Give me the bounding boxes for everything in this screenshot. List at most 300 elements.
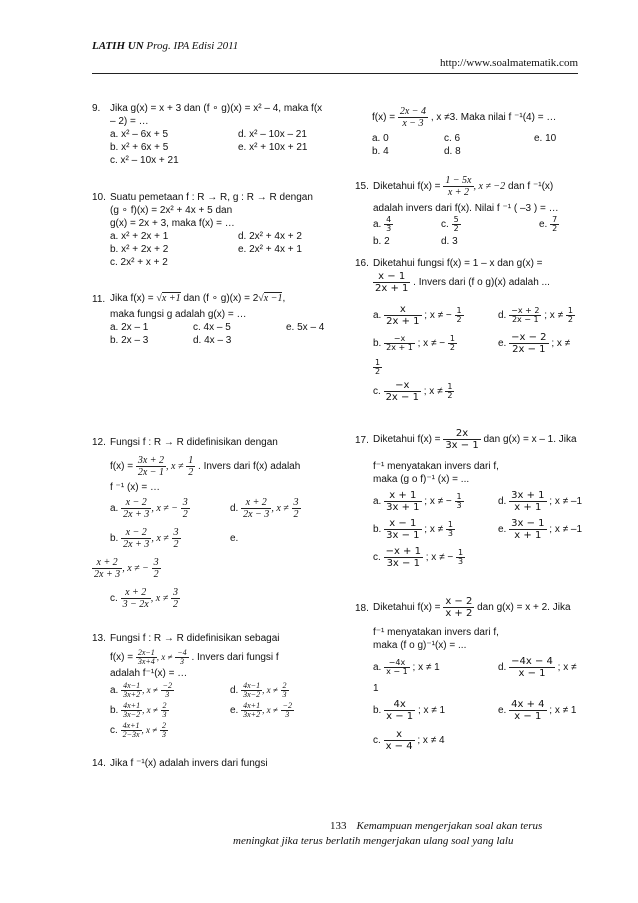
question-text: adalah f⁻¹(x) = … [110, 668, 188, 679]
numerator: 2x−1 [137, 647, 155, 657]
numerator: x − 1 [373, 271, 410, 283]
condition: , x ≠ [156, 652, 173, 662]
denominator: 3 − 2x [122, 598, 149, 610]
denominator: x − 4 [385, 740, 413, 752]
numerator: x [384, 304, 421, 316]
option-label: c. [373, 386, 381, 397]
numerator: 4x + 4 [511, 698, 545, 710]
option-b [373, 516, 455, 544]
option-label: b. [373, 338, 382, 349]
denominator: 2 [375, 366, 381, 376]
question-text: dan g(x) = x – 1. Jika [483, 434, 577, 445]
numerator: 2 [282, 680, 287, 690]
condition: ; x ≠ [551, 338, 571, 349]
question-18 [355, 594, 595, 764]
condition: , x ≠ [151, 533, 169, 544]
condition: , x ≠ [141, 725, 158, 735]
denominator: 2 [188, 466, 194, 478]
denominator: 2 [293, 508, 299, 520]
denominator: 3 [386, 223, 392, 233]
denominator: 2x + 3 [123, 538, 150, 550]
option-label: e. [230, 705, 239, 716]
condition: , x ≠ −2 [473, 181, 506, 192]
option-e [92, 554, 161, 584]
numerator: 4x−1 [243, 680, 261, 690]
question-text: , x ≠3. Maka nilai f ⁻¹(4) = … [430, 112, 557, 123]
fraction [241, 702, 262, 719]
numerator: x − 2 [121, 497, 151, 509]
numerator: 3x + 2 [137, 454, 165, 466]
fraction [121, 722, 142, 739]
option-e [539, 215, 559, 235]
condition: ; x ≠ − [417, 338, 446, 349]
option-label: a. [110, 503, 119, 514]
fraction [384, 304, 421, 327]
denominator: 2 [447, 390, 453, 400]
fraction [121, 527, 151, 550]
option-e: e. 10 [534, 133, 557, 144]
denominator: 2 [552, 223, 558, 233]
condition: ; x ≠ 4 [417, 735, 445, 746]
question-14-continued [368, 104, 598, 164]
option-label: c. [441, 219, 449, 230]
option-label: a. [373, 219, 382, 230]
option-a: a. x² – 6x + 5 [110, 129, 169, 140]
numerator: 3 [173, 526, 179, 538]
option-label: b. [373, 705, 382, 716]
option-a [110, 494, 190, 524]
denominator: x − 1 [514, 710, 542, 722]
denominator: x − 1 [518, 667, 546, 679]
question-text: adalah invers dari f(x). Nilai f ⁻¹ ( –3 ) = … [373, 203, 559, 214]
condition: , x ≠ [271, 503, 289, 514]
denominator: 2−3x [122, 729, 140, 739]
page-number: 133 [330, 820, 347, 832]
option-label: c. [373, 552, 381, 563]
fraction [509, 307, 541, 324]
numerator: 1 [447, 519, 453, 529]
question-text: Diketahui f(x) = [373, 602, 441, 613]
numerator: x − 2 [121, 527, 151, 539]
question-number: 15. [355, 181, 369, 192]
numerator: 2x [443, 428, 480, 440]
question-number: 17. [355, 435, 369, 446]
numerator: 1 [456, 491, 462, 501]
question-text: . Invers dari (f o g)(x) adalah ... [413, 277, 550, 288]
denominator: 3 [285, 709, 290, 719]
question-text: dan f ⁻¹(x) [507, 181, 554, 192]
numerator: 1 [447, 381, 453, 391]
footer-motto-1: Kemampuan mengerjakan soal akan terus [356, 820, 543, 832]
numerator: x + 1 [384, 490, 421, 502]
fraction [373, 271, 410, 294]
option-c: c. x² – 10x + 21 [110, 155, 179, 166]
fraction [152, 557, 161, 580]
fraction [171, 587, 180, 610]
fraction [161, 702, 169, 719]
condition: , x ≠ [166, 461, 184, 472]
fraction [121, 587, 151, 610]
option-d: d. x² – 10x – 21 [238, 129, 307, 140]
numerator: 3 [182, 496, 188, 508]
question-number: 11. [92, 294, 106, 305]
numerator: x − 1 [384, 518, 421, 530]
denominator: 3x+4 [137, 656, 155, 666]
fraction [384, 216, 393, 233]
fraction [281, 702, 294, 719]
denominator: 2 [453, 223, 459, 233]
denominator: 2x − 1 [137, 466, 165, 478]
condition: ; x ≠ [424, 524, 444, 535]
option-a [110, 680, 174, 701]
header-url: http://www.soalmatematik.com [440, 57, 578, 69]
fraction [136, 455, 166, 478]
denominator: 3 [162, 709, 167, 719]
fraction [446, 521, 455, 538]
condition: ; x ≠ − [425, 552, 454, 563]
fraction [384, 335, 415, 352]
fraction [509, 518, 546, 541]
fraction [384, 518, 421, 541]
option-d: d. 2x² + 4x + 2 [238, 231, 302, 242]
option-b [373, 330, 457, 358]
numerator: −x [384, 380, 421, 392]
option-label: d. [498, 662, 507, 673]
numerator: 2 [161, 720, 166, 730]
option-d [230, 494, 301, 524]
question-text: maka fungsi g adalah g(x) = … [110, 309, 247, 320]
option-e: e. 2x² + 4x + 1 [238, 244, 302, 255]
fraction [443, 596, 474, 619]
option-c [373, 378, 454, 406]
denominator: 3 [456, 500, 462, 510]
sqrt-expression: √x −1 [258, 293, 283, 304]
question-number: 12. [92, 437, 106, 448]
denominator: x − 1 [386, 666, 408, 676]
numerator: 1 [457, 547, 464, 557]
question-text: (g ∘ f)(x) = 2x² + 4x + 5 dan [110, 205, 233, 216]
fraction [456, 549, 465, 566]
condition: , x ≠ − [151, 503, 178, 514]
question-text: Fungsi f : R → R didefinisikan sebagai [110, 633, 280, 644]
denominator: 3x − 1 [445, 439, 479, 451]
option-e-wrap [373, 358, 382, 378]
header-title-rest: Prog. IPA Edisi 2011 [146, 40, 239, 52]
fraction [384, 659, 410, 676]
question-number: 10. [92, 192, 106, 203]
condition: , x ≠ [142, 705, 158, 715]
option-a [373, 302, 464, 330]
fraction [373, 359, 382, 376]
option-e: e. x² + 10x + 21 [238, 142, 308, 153]
condition: , x ≠ [142, 685, 158, 695]
numerator: 3 [293, 496, 299, 508]
numerator: 3 [172, 586, 178, 598]
fraction [509, 332, 548, 355]
question-text: f⁻¹ menyatakan invers dari f, [373, 627, 499, 638]
option-label: c. [110, 725, 118, 736]
header-divider [92, 73, 578, 74]
question-number: 16. [355, 258, 369, 269]
option-c [441, 215, 461, 235]
numerator: x [384, 729, 415, 741]
question-text: Diketahui f(x) = [373, 434, 441, 445]
fraction [509, 490, 546, 513]
condition: ; x ≠ [423, 386, 443, 397]
option-b: b. 4 [372, 146, 389, 157]
numerator: −x + 1 [385, 545, 421, 557]
option-e: e. 5x – 4 [286, 322, 325, 333]
denominator: 3x + 1 [386, 501, 420, 513]
question-17 [355, 426, 595, 586]
condition: , x ≠ − [122, 563, 149, 574]
option-a [373, 215, 393, 235]
question-text: , [282, 293, 286, 304]
numerator: 1 [449, 333, 455, 343]
denominator: x + 2 [447, 186, 469, 198]
fraction [384, 729, 415, 752]
option-d [498, 654, 577, 682]
option-e [230, 700, 294, 721]
numerator: −x [384, 335, 415, 344]
option-d [230, 680, 289, 701]
option-a [373, 488, 464, 516]
numerator: 1 [375, 357, 381, 367]
denominator: 2x + 1 [386, 342, 413, 352]
fraction [161, 682, 174, 699]
denominator: x − 3 [402, 117, 424, 129]
option-label: d. [498, 496, 507, 507]
fraction [455, 493, 464, 510]
question-12 [92, 436, 342, 616]
condition: ; x ≠ [557, 662, 577, 673]
condition: ; x ≠ –1 [549, 524, 583, 535]
numerator: 4x+1 [123, 700, 141, 710]
fraction [175, 649, 188, 666]
option-label: a. [373, 310, 382, 321]
option-label: a. [373, 496, 382, 507]
option-label: b. [110, 705, 119, 716]
header-title-bold: LATIH UN [92, 40, 144, 52]
question-16 [355, 257, 595, 417]
numerator: x + 2 [241, 497, 271, 509]
denominator: x + 1 [514, 501, 542, 513]
question-10 [92, 191, 342, 283]
option-c [110, 720, 168, 741]
numerator: −x − 2 [511, 331, 547, 343]
denominator: 3x−2 [243, 689, 261, 699]
fraction [172, 527, 181, 550]
fraction [121, 497, 151, 520]
option-label: e. [498, 524, 507, 535]
condition: , x ≠ [150, 593, 169, 604]
denominator: 2x + 3 [123, 508, 150, 520]
denominator: 3 [447, 528, 453, 538]
numerator: −2 [162, 680, 172, 690]
footer-motto-2: meningkat jika terus berlatih mengerjakan ulang soal yang lalu [233, 835, 514, 847]
option-c [373, 544, 465, 572]
question-13 [92, 632, 342, 747]
question-text: Jika f ⁻¹(x) adalah invers dari fungsi [110, 758, 268, 769]
numerator: 4x−1 [123, 680, 141, 690]
question-text: f⁻¹ menyatakan invers dari f, [373, 461, 499, 472]
numerator: 3x − 1 [511, 517, 545, 529]
numerator: 3x + 1 [511, 489, 545, 501]
fraction [281, 682, 289, 699]
header-title [92, 40, 238, 52]
option-label: a. [110, 685, 119, 696]
denominator: 2x − 1 [385, 391, 419, 403]
condition: ; x ≠ 1 [417, 705, 446, 716]
numerator: 4 [386, 214, 392, 224]
question-text: Suatu pemetaan f : R → R, g : R → R dengan [110, 192, 313, 203]
numerator: 5 [453, 214, 459, 224]
numerator: 3 [153, 556, 159, 568]
fraction [550, 216, 559, 233]
question-text: . Invers dari fungsi f [191, 652, 279, 663]
question-text: Jika f(x) = [110, 293, 154, 304]
option-d: d. 3 [441, 236, 458, 247]
option-label: b. [373, 524, 382, 535]
option-b: b. x² + 6x + 5 [110, 142, 169, 153]
option-b [373, 697, 445, 725]
fraction [160, 722, 168, 739]
condition: ; x ≠ 1 [549, 705, 577, 716]
sqrt-radicand: x −1 [263, 293, 283, 304]
fraction [292, 497, 301, 520]
condition: ; x ≠ − [424, 496, 452, 507]
question-text: Fungsi f : R → R didefinisikan dengan [110, 437, 278, 448]
numerator: −x + 2 [511, 305, 540, 315]
denominator: 2 [173, 538, 179, 550]
denominator: 2x − 1 [512, 343, 546, 355]
fraction [452, 216, 461, 233]
condition: , x ≠ [262, 685, 278, 695]
option-d [498, 302, 575, 330]
numerator: 7 [552, 214, 558, 224]
denominator: 2x + 3 [94, 568, 121, 580]
fraction [384, 380, 421, 403]
option-d [498, 488, 582, 516]
denominator: 3x−2 [123, 709, 141, 719]
option-label: d. [230, 503, 239, 514]
fraction [384, 490, 421, 513]
fraction [384, 546, 423, 569]
fraction [448, 335, 457, 352]
denominator: 2 [182, 508, 188, 520]
option-e-label: e. [230, 533, 239, 544]
sqrt-expression: √x +1 [156, 293, 181, 304]
option-d-wrap: 1 [373, 683, 379, 694]
option-e [498, 697, 576, 725]
footer-line-1 [330, 820, 542, 832]
question-number: 18. [355, 603, 369, 614]
denominator: 3 [161, 729, 166, 739]
numerator: 4x [384, 699, 415, 711]
option-label: e. [539, 219, 548, 230]
option-c [110, 584, 180, 614]
numerator: 2 [162, 700, 167, 710]
fraction [443, 428, 480, 451]
option-e [498, 330, 570, 358]
question-text: maka (g o f)⁻¹ (x) = ... [373, 474, 470, 485]
question-text: maka (f o g)⁻¹(x) = ... [373, 640, 467, 651]
fraction [136, 649, 157, 666]
question-number: 14. [92, 758, 106, 769]
fraction [92, 557, 122, 580]
numerator: 4x+1 [243, 700, 261, 710]
denominator: 2 [567, 314, 573, 324]
option-a [373, 654, 440, 682]
numerator: x + 2 [121, 587, 151, 599]
denominator: 3 [165, 689, 170, 699]
denominator: 3 [179, 656, 184, 666]
fraction [443, 175, 473, 198]
fraction [241, 682, 262, 699]
fraction [121, 702, 142, 719]
question-text: f(x) = [110, 461, 134, 472]
question-text: f(x) = [110, 652, 134, 663]
question-text: f(x) = [372, 112, 396, 123]
numerator: 1 [188, 454, 194, 466]
question-text: Diketahui f(x) = [373, 181, 441, 192]
option-b: b. 2x – 3 [110, 335, 149, 346]
denominator: 3 [282, 689, 287, 699]
numerator: 1 − 5x [445, 174, 472, 186]
condition: ; x ≠ − [424, 310, 452, 321]
option-b [110, 524, 181, 554]
option-label: c. [373, 735, 381, 746]
numerator: −4x − 4 [511, 655, 553, 667]
denominator: x + 2 [445, 607, 473, 619]
denominator: 2 [456, 314, 462, 324]
denominator: 2x + 1 [375, 282, 409, 294]
denominator: 3 [457, 556, 464, 566]
condition: , x ≠ [262, 705, 278, 715]
question-text: dan (f ∘ g)(x) = 2 [183, 293, 259, 304]
option-c: c. 6 [444, 133, 461, 144]
question-14 [92, 757, 342, 771]
fraction [186, 455, 195, 478]
option-d: d. 4x – 3 [193, 335, 232, 346]
denominator: 2 [153, 568, 159, 580]
numerator: 4x+1 [122, 720, 140, 730]
question-number: 9. [92, 103, 101, 114]
fraction [566, 307, 575, 324]
numerator: x + 2 [92, 557, 122, 569]
question-number: 13. [92, 633, 106, 644]
sqrt-radicand: x +1 [161, 293, 181, 304]
option-b: b. x² + 2x + 2 [110, 244, 169, 255]
numerator: −4x [384, 659, 410, 668]
fraction [398, 106, 428, 129]
condition: ; x ≠ 1 [412, 662, 440, 673]
option-b: b. 2 [373, 236, 390, 247]
option-label: d. [498, 310, 507, 321]
fraction [509, 699, 546, 722]
denominator: 3x − 1 [386, 529, 420, 541]
fraction [455, 307, 464, 324]
numerator: 1 [456, 305, 462, 315]
fraction [241, 497, 271, 520]
question-text: Diketahui fungsi f(x) = 1 – x dan g(x) = [373, 258, 543, 269]
condition: ; x ≠ [544, 310, 564, 321]
fraction [121, 682, 142, 699]
option-label: c. [110, 593, 118, 604]
denominator: 3x+2 [243, 709, 261, 719]
option-a: a. 2x – 1 [110, 322, 149, 333]
denominator: x − 1 [386, 710, 414, 722]
